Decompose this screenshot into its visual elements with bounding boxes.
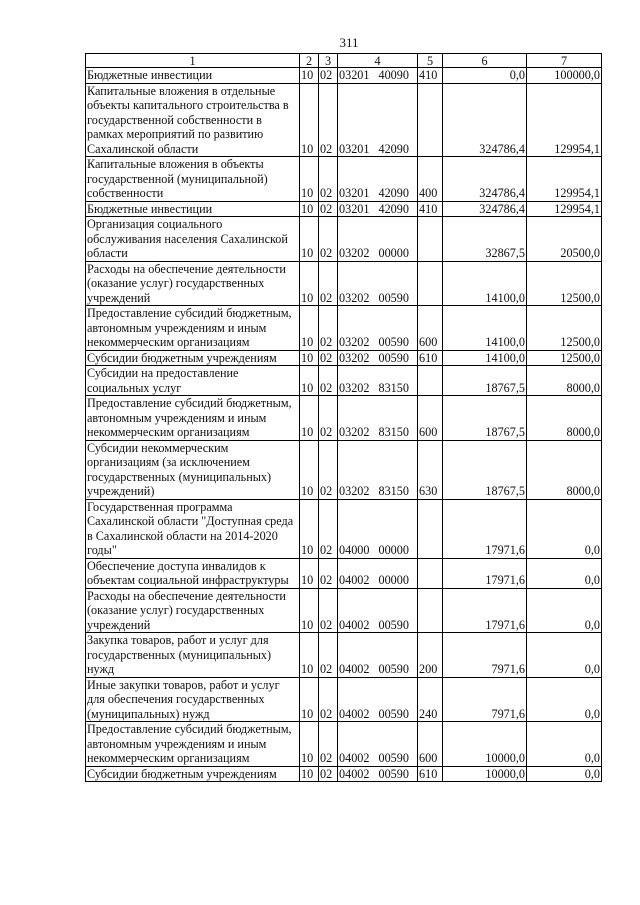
- table-row: [86, 633, 602, 678]
- table-row: [86, 440, 602, 499]
- program-code: 03202: [339, 335, 370, 349]
- subsection-code-cell: 02: [319, 440, 338, 499]
- direction-code: 00000: [378, 573, 409, 587]
- target-article-cell: [338, 350, 418, 366]
- direction-code: 00000: [378, 246, 409, 260]
- expense-type-cell: 610: [418, 350, 443, 366]
- program-code: 03202: [339, 484, 370, 498]
- table-row: [86, 306, 602, 351]
- expense-type-cell: [418, 588, 443, 633]
- section-code-cell: 10: [300, 633, 319, 678]
- header-cell: 4: [338, 54, 418, 68]
- target-article-cell: [338, 366, 418, 396]
- expense-type-cell: 240: [418, 677, 443, 722]
- amount-year1-cell: 10000,0: [443, 766, 527, 782]
- subsection-code-cell: 02: [319, 201, 338, 217]
- amount-year2-cell: 0,0: [527, 588, 602, 633]
- direction-code: 42090: [378, 141, 409, 156]
- amount-year1-cell: 0,0: [443, 68, 527, 84]
- amount-year2-cell: 129954,1: [527, 157, 602, 202]
- program-code: 03201: [339, 201, 370, 216]
- page-number: 311: [339, 35, 359, 50]
- target-article-cell: [338, 306, 418, 351]
- table-row: [86, 396, 602, 441]
- table-row: [86, 722, 602, 767]
- amount-year2-cell: 0,0: [527, 633, 602, 678]
- name-cell: Организация социального обслуживания населения Сахалинской области: [86, 217, 300, 262]
- amount-year2-cell: 12500,0: [527, 306, 602, 351]
- expense-type-cell: 400: [418, 157, 443, 202]
- program-code: 04002: [339, 617, 370, 632]
- target-article-cell: [338, 766, 418, 782]
- direction-code: 00590: [378, 290, 409, 305]
- section-code-cell: 10: [300, 201, 319, 217]
- subsection-code-cell: 02: [319, 499, 338, 558]
- section-code-cell: 10: [300, 677, 319, 722]
- table-row: [86, 558, 602, 588]
- direction-code: 83150: [378, 425, 409, 439]
- direction-code: 40090: [378, 68, 409, 82]
- name-cell: Государственная программа Сахалинской области "Доступная среда в Сахалинской области на 2014-2020 годы": [86, 499, 300, 558]
- target-article-cell: [338, 217, 418, 262]
- name-cell: Капитальные вложения в отдельные объекты капитального строительства в государственной собственности в рамках мероприятий по развитию Сахалинской области: [86, 83, 300, 157]
- target-article-cell: [338, 83, 418, 157]
- expense-type-cell: 410: [418, 201, 443, 217]
- program-code: 04000: [339, 543, 370, 557]
- expense-type-cell: [418, 217, 443, 262]
- table-row: [86, 201, 602, 217]
- subsection-code-cell: 02: [319, 217, 338, 262]
- amount-year1-cell: 17971,6: [443, 499, 527, 558]
- name-cell: Субсидии некоммерческим организациям (за исключением государственных (муниципальных) учреждений): [86, 440, 300, 499]
- amount-year2-cell: 129954,1: [527, 201, 602, 217]
- expense-type-cell: 200: [418, 633, 443, 678]
- table-row: [86, 588, 602, 633]
- program-code: 03202: [339, 350, 370, 365]
- subsection-code-cell: 02: [319, 588, 338, 633]
- table-row: [86, 68, 602, 84]
- amount-year2-cell: 0,0: [527, 722, 602, 767]
- amount-year2-cell: 8000,0: [527, 366, 602, 396]
- table-row: [86, 261, 602, 306]
- header-cell: 6: [443, 54, 527, 68]
- name-cell: Субсидии на предоставление социальных услуг: [86, 366, 300, 396]
- target-article-cell: [338, 499, 418, 558]
- target-article-cell: [338, 633, 418, 678]
- header-row: [86, 54, 602, 68]
- program-code: 03201: [339, 186, 370, 200]
- name-cell: Обеспечение доступа инвалидов к объектам социальной инфраструктуры: [86, 558, 300, 588]
- amount-year2-cell: 8000,0: [527, 440, 602, 499]
- section-code-cell: 10: [300, 366, 319, 396]
- expense-type-cell: 410: [418, 68, 443, 84]
- direction-code: 00590: [378, 662, 409, 676]
- amount-year1-cell: 324786,4: [443, 201, 527, 217]
- subsection-code-cell: 02: [319, 677, 338, 722]
- expense-type-cell: 600: [418, 722, 443, 767]
- direction-code: 00590: [378, 335, 409, 349]
- table-row: [86, 157, 602, 202]
- section-code-cell: 10: [300, 157, 319, 202]
- program-code: 03202: [339, 246, 370, 260]
- subsection-code-cell: 02: [319, 558, 338, 588]
- header-cell: 3: [319, 54, 338, 68]
- name-cell: Капитальные вложения в объекты государственной (муниципальной) собственности: [86, 157, 300, 202]
- program-code: 04002: [339, 706, 370, 721]
- section-code-cell: 10: [300, 558, 319, 588]
- amount-year1-cell: 18767,5: [443, 440, 527, 499]
- amount-year2-cell: 129954,1: [527, 83, 602, 157]
- section-code-cell: 10: [300, 68, 319, 84]
- section-code-cell: 10: [300, 217, 319, 262]
- subsection-code-cell: 02: [319, 261, 338, 306]
- target-article-cell: [338, 201, 418, 217]
- amount-year1-cell: 17971,6: [443, 588, 527, 633]
- name-cell: Предоставление субсидий бюджетным, автономным учреждениям и иным некоммерческим организациям: [86, 306, 300, 351]
- amount-year2-cell: 0,0: [527, 558, 602, 588]
- target-article-cell: [338, 440, 418, 499]
- target-article-cell: [338, 396, 418, 441]
- subsection-code-cell: 02: [319, 396, 338, 441]
- amount-year1-cell: 14100,0: [443, 306, 527, 351]
- target-article-cell: [338, 157, 418, 202]
- direction-code: 00590: [378, 751, 409, 765]
- name-cell: Бюджетные инвестиции: [86, 68, 300, 84]
- program-code: 04002: [339, 751, 370, 765]
- name-cell: Субсидии бюджетным учреждениям: [86, 350, 300, 366]
- program-code: 04002: [339, 662, 370, 676]
- expense-type-cell: [418, 499, 443, 558]
- amount-year1-cell: 18767,5: [443, 366, 527, 396]
- section-code-cell: 10: [300, 396, 319, 441]
- subsection-code-cell: 02: [319, 722, 338, 767]
- subsection-code-cell: 02: [319, 366, 338, 396]
- program-code: 04002: [339, 573, 370, 587]
- amount-year2-cell: 12500,0: [527, 350, 602, 366]
- section-code-cell: 10: [300, 261, 319, 306]
- amount-year2-cell: 8000,0: [527, 396, 602, 441]
- amount-year1-cell: 7971,6: [443, 677, 527, 722]
- name-cell: Закупка товаров, работ и услуг для государственных (муниципальных) нужд: [86, 633, 300, 678]
- direction-code: 00590: [378, 617, 409, 632]
- name-cell: Иные закупки товаров, работ и услуг для обеспечения государственных (муниципальных) нужд: [86, 677, 300, 722]
- expense-type-cell: 600: [418, 306, 443, 351]
- expense-type-cell: 600: [418, 396, 443, 441]
- direction-code: 83150: [378, 484, 409, 498]
- program-code: 03202: [339, 425, 370, 439]
- table-row: [86, 350, 602, 366]
- amount-year1-cell: 324786,4: [443, 157, 527, 202]
- amount-year1-cell: 14100,0: [443, 261, 527, 306]
- section-code-cell: 10: [300, 306, 319, 351]
- amount-year2-cell: 20500,0: [527, 217, 602, 262]
- table-row: [86, 766, 602, 782]
- amount-year2-cell: 100000,0: [527, 68, 602, 84]
- name-cell: Бюджетные инвестиции: [86, 201, 300, 217]
- section-code-cell: 10: [300, 83, 319, 157]
- expense-type-cell: [418, 366, 443, 396]
- subsection-code-cell: 02: [319, 83, 338, 157]
- table-row: [86, 366, 602, 396]
- program-code: 03202: [339, 380, 370, 395]
- amount-year2-cell: 0,0: [527, 677, 602, 722]
- section-code-cell: 10: [300, 440, 319, 499]
- expense-type-cell: [418, 261, 443, 306]
- direction-code: 00590: [378, 766, 409, 781]
- target-article-cell: [338, 558, 418, 588]
- expense-type-cell: [418, 83, 443, 157]
- direction-code: 42090: [378, 186, 409, 200]
- expense-type-cell: 610: [418, 766, 443, 782]
- section-code-cell: 10: [300, 350, 319, 366]
- name-cell: Расходы на обеспечение деятельности (оказание услуг) государственных учреждений: [86, 261, 300, 306]
- section-code-cell: 10: [300, 499, 319, 558]
- direction-code: 83150: [378, 380, 409, 395]
- amount-year1-cell: 10000,0: [443, 722, 527, 767]
- header-cell: 1: [86, 54, 300, 68]
- header-cell: 5: [418, 54, 443, 68]
- direction-code: 00000: [378, 543, 409, 557]
- program-code: 03202: [339, 290, 370, 305]
- direction-code: 00590: [378, 350, 409, 365]
- amount-year1-cell: 324786,4: [443, 83, 527, 157]
- header-cell: 7: [527, 54, 602, 68]
- target-article-cell: [338, 261, 418, 306]
- expense-type-cell: 630: [418, 440, 443, 499]
- amount-year1-cell: 17971,6: [443, 558, 527, 588]
- table-row: [86, 499, 602, 558]
- amount-year1-cell: 18767,5: [443, 396, 527, 441]
- amount-year1-cell: 14100,0: [443, 350, 527, 366]
- target-article-cell: [338, 677, 418, 722]
- name-cell: Субсидии бюджетным учреждениям: [86, 766, 300, 782]
- section-code-cell: 10: [300, 588, 319, 633]
- program-code: 03201: [339, 68, 370, 82]
- target-article-cell: [338, 68, 418, 84]
- section-code-cell: 10: [300, 766, 319, 782]
- subsection-code-cell: 02: [319, 633, 338, 678]
- subsection-code-cell: 02: [319, 350, 338, 366]
- program-code: 04002: [339, 766, 370, 781]
- table-row: [86, 677, 602, 722]
- expense-type-cell: [418, 558, 443, 588]
- amount-year1-cell: 7971,6: [443, 633, 527, 678]
- amount-year2-cell: 0,0: [527, 766, 602, 782]
- subsection-code-cell: 02: [319, 157, 338, 202]
- direction-code: 42090: [378, 201, 409, 216]
- subsection-code-cell: 02: [319, 68, 338, 84]
- target-article-cell: [338, 722, 418, 767]
- section-code-cell: 10: [300, 722, 319, 767]
- table-row: [86, 217, 602, 262]
- amount-year2-cell: 12500,0: [527, 261, 602, 306]
- amount-year2-cell: 0,0: [527, 499, 602, 558]
- name-cell: Предоставление субсидий бюджетным, автономным учреждениям и иным некоммерческим организациям: [86, 396, 300, 441]
- direction-code: 00590: [378, 706, 409, 721]
- table-row: [86, 83, 602, 157]
- subsection-code-cell: 02: [319, 306, 338, 351]
- budget-table: [85, 53, 602, 782]
- header-cell: 2: [300, 54, 319, 68]
- program-code: 03201: [339, 141, 370, 156]
- name-cell: Предоставление субсидий бюджетным, автономным учреждениям и иным некоммерческим организациям: [86, 722, 300, 767]
- subsection-code-cell: 02: [319, 766, 338, 782]
- target-article-cell: [338, 588, 418, 633]
- name-cell: Расходы на обеспечение деятельности (оказание услуг) государственных учреждений: [86, 588, 300, 633]
- amount-year1-cell: 32867,5: [443, 217, 527, 262]
